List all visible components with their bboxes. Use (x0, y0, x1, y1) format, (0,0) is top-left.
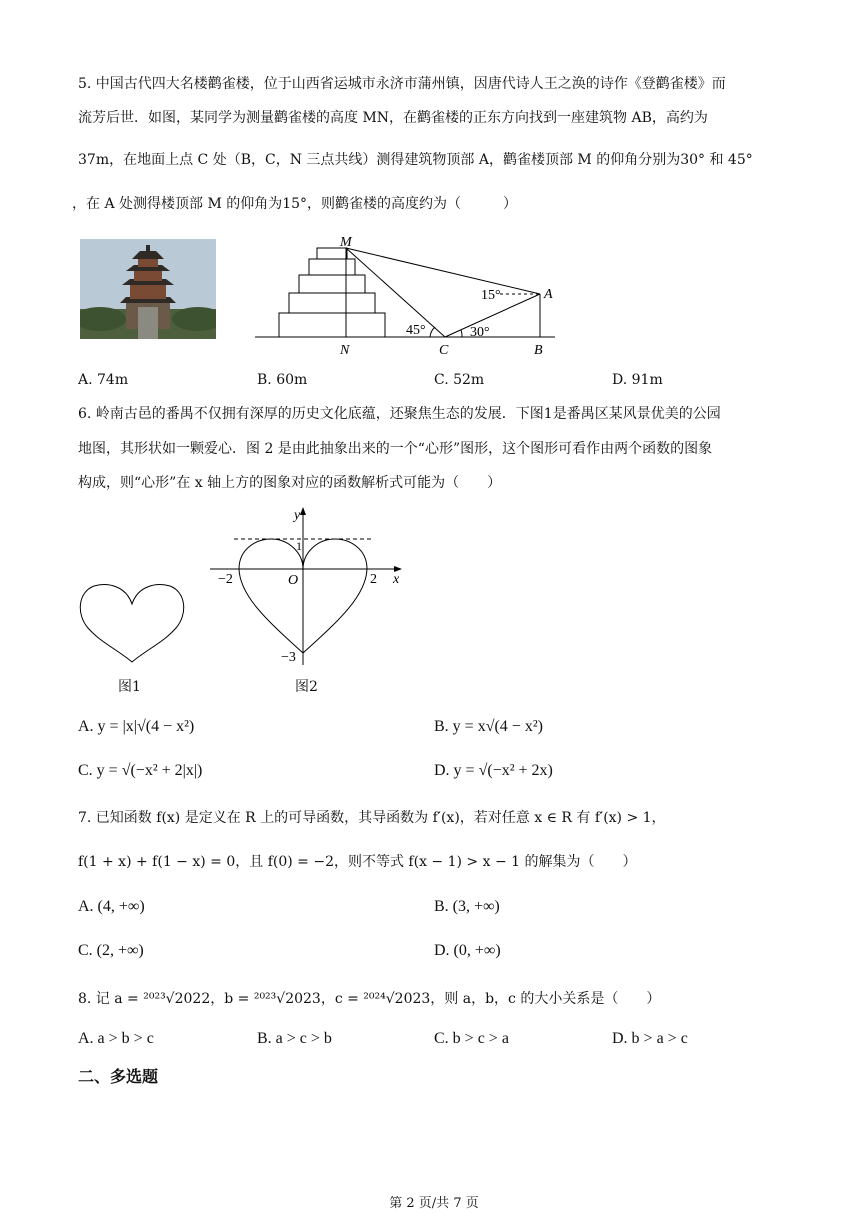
tick-label-neg3: −3 (281, 650, 296, 665)
q8-option-d: D. b > a > c (612, 1030, 688, 1047)
q6-option-c: C. y = √(−x² + 2|x|) (78, 762, 203, 779)
section-heading: 二、多选题 (78, 1067, 159, 1086)
q6-option-a: A. y = |x|√(4 − x²) (78, 718, 195, 735)
tick-label-1: 1 (296, 539, 302, 553)
q6-option-b: B. y = x√(4 − x²) (434, 718, 543, 735)
q8-option-c: C. b > c > a (434, 1030, 509, 1047)
angle-45-label: 45° (406, 323, 426, 338)
label-A: A (544, 287, 553, 302)
q5-option-b: B. 60m (257, 372, 308, 388)
origin-label: O (288, 573, 299, 588)
label-C: C (439, 343, 449, 358)
q6-line-3: 构成，则“心形”在 x 轴上方的图象对应的函数解析式可能为（ ） (78, 475, 502, 491)
figure2-heart-graph (210, 505, 410, 665)
q8-line-1: 8. 记 a = ²⁰²³√2022，b = ²⁰²³√2023，c = ²⁰²⁴√2023，则 a，b，c 的大小关系是（ ） (78, 991, 661, 1007)
q7-line-1: 7. 已知函数 f(x) 是定义在 R 上的可导函数，其导函数为 f′(x)，若对任意 x ∈ R 有 f′(x) > 1， (78, 810, 666, 826)
q8-option-b: B. a > c > b (257, 1030, 332, 1047)
figure1-caption: 图1 (118, 679, 141, 695)
q5-option-a: A. 74m (78, 372, 129, 388)
axis-y-label: y (294, 508, 301, 523)
label-M: M (340, 235, 352, 250)
q7-option-b: B. (3, +∞) (434, 898, 500, 915)
q5-option-d: D. 91m (612, 372, 663, 388)
angle-15-label: 15° (481, 288, 501, 303)
q5-line-3: 37m，在地面上点 C 处（B，C，N 三点共线）测得建筑物顶部 A，鹳雀楼顶部 M 的仰角分别为30° 和 45° (78, 152, 753, 168)
tick-label-2: 2 (370, 572, 377, 587)
label-B: B (534, 343, 543, 358)
axis-x-label: x (393, 572, 400, 587)
q5-line-1: 5. 中国古代四大名楼鹳雀楼，位于山西省运城市永济市蒲州镇，因唐代诗人王之涣的诗作《登鹳雀楼》而 (78, 76, 726, 92)
q5-option-c: C. 52m (434, 372, 485, 388)
q5-geometry-figure (250, 230, 570, 360)
figure1-heart (78, 580, 186, 664)
tick-label-neg2: −2 (218, 572, 233, 587)
q8-option-a: A. a > b > c (78, 1030, 154, 1047)
q5-line-2: 流芳后世．如图，某同学为测量鹳雀楼的高度 MN，在鹳雀楼的正东方向找到一座建筑物 AB，高约为 (78, 110, 708, 126)
page-footer: 第 2 页/共 7 页 (389, 1196, 479, 1211)
q6-option-d: D. y = √(−x² + 2x) (434, 762, 553, 779)
q6-line-1: 6. 岭南古邑的番禺不仅拥有深厚的历史文化底蕴，还聚焦生态的发展．下图1是番禺区某风景优美的公园 (78, 406, 721, 422)
q5-line-4: ，在 A 处测得楼顶部 M 的仰角为15°，则鹳雀楼的高度约为（ ） (72, 196, 518, 212)
label-N: N (340, 343, 350, 358)
figure2-caption: 图2 (295, 679, 318, 695)
angle-30-label: 30° (470, 325, 490, 340)
q6-line-2: 地图，其形状如一颗爱心．图 2 是由此抽象出来的一个“心形”图形，这个图形可看作由两个函数的图象 (78, 441, 713, 457)
q7-line-2: f(1 + x) + f(1 − x) = 0，且 f(0) = −2，则不等式 f(x − 1) > x − 1 的解集为（ ） (78, 854, 637, 870)
tower-photo (80, 239, 216, 339)
q7-option-a: A. (4, +∞) (78, 898, 145, 915)
q7-option-d: D. (0, +∞) (434, 942, 501, 959)
q7-option-c: C. (2, +∞) (78, 942, 144, 959)
